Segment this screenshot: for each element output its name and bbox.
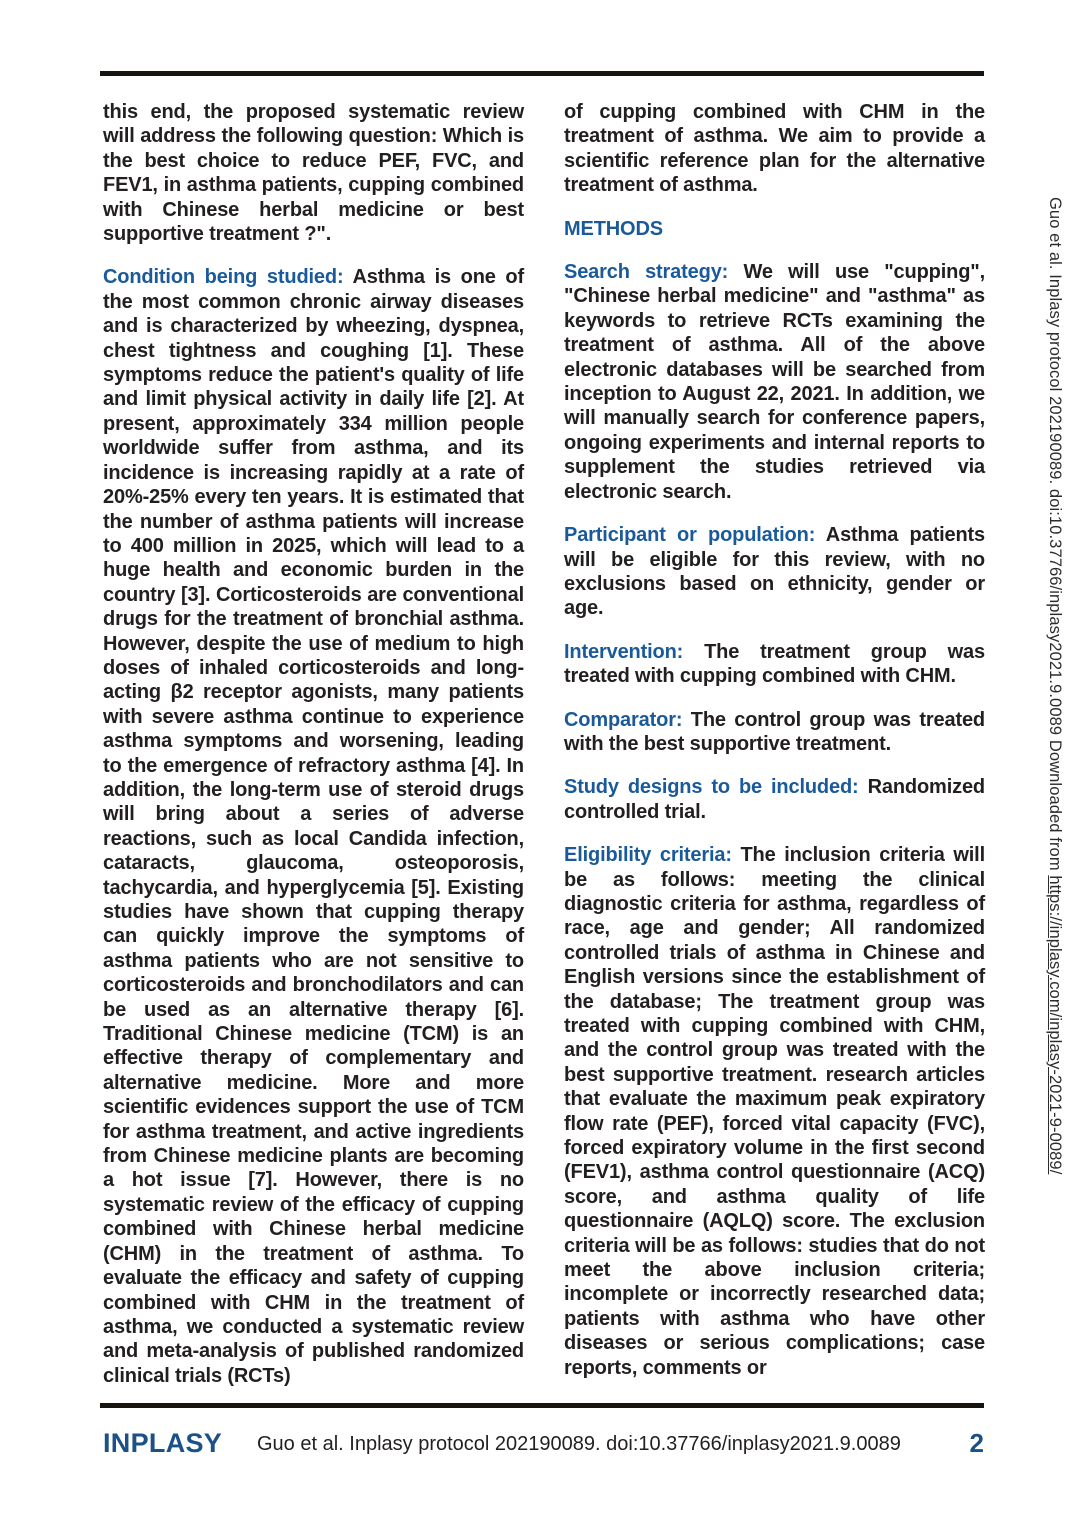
section-label-intervention: Intervention:: [564, 640, 684, 663]
inplasy-logo: INPLASY: [103, 1428, 223, 1458]
section-label-comparator: Comparator:: [564, 708, 683, 731]
paragraph-text: Asthma patients will be eligible for this review, with no exclusions based on ethnicity, gender or age.: [564, 524, 986, 620]
sidebar-link[interactable]: https://inplasy.com/inplasy-2021-9-0089/: [1046, 875, 1064, 1175]
body-paragraph: [564, 640, 985, 689]
sidebar-citation: [1045, 197, 1064, 1174]
paragraph-text: Asthma is one of the most common chronic airway diseases and is characterized by wheezing, dyspnea, chest tightness and coughing [1]. These symptoms reduce the patient's quality of life and limit physical activity in daily life [2]. At present, approximately 334 million people worldwide suffer from asthma, and its incidence is increasing rapidly at a rate of 20%-25% every ten years. It is estimated that the number of asthma patients will increase to 400 million in 2025, which will lead to a huge health and economic burden in the country [3]. Corticosteroids are conventional drugs for the treatment of bronchial asthma. However, despite the use of medium to high doses of inhaled corticosteroids and long-acting β2 receptor agonists, many patients with severe asthma continue to experience asthma symptoms and worsening, leading to the emergence of refractory asthma [4]. In addition, the long-term use of steroid drugs will bring about a series of adverse reactions, such as local Candida infection, cataracts, glaucoma, osteoporosis, tachycardia, and hyperglycemia [5]. Existing studies have shown that cupping therapy can quickly improve the symptoms of asthma patients who are not sensitive to corticosteroids and bronchodilators and can be used as an alternative therapy [6]. Traditional Chinese medicine (TCM) is an effective therapy of complementary and alternative medicine. More and more scientific evidences support the use of TCM for asthma treatment, and active ingredients from Chinese medicine plants are becoming a hot issue [7]. However, there is no systematic review of the efficacy of cupping combined with Chinese herbal medicine (CHM) in the treatment of asthma. To evaluate the efficacy and safety of cupping combined with CHM in the treatment of asthma, we conducted a systematic review and meta-analysis of published randomized clinical trials (RCTs): [103, 266, 525, 1387]
body-paragraph: [103, 265, 524, 1388]
body-paragraph: [103, 100, 524, 246]
paragraph-text: The inclusion criteria will be as follows: meeting the clinical diagnostic criteria for asthma, regardless of race, age and gender; All randomized controlled trials of asthma in Chinese and English versions since the establishment of the database; The treatment group was treated with cupping combined with CHM, and the control group was treated with the best supportive treatment. research articles that evaluate the maximum peak expiratory flow rate (PEF), forced vital capacity (FVC), forced expiratory volume in the first second (FEV1), asthma control questionnaire (ACQ) score, and asthma quality of life questionnaire (AQLQ) score. The exclusion criteria will be as follows: studies that do not meet the above inclusion criteria; incomplete or incorrectly researched data; patients with asthma who have other diseases or serious complications; case reports, comments or: [564, 844, 985, 1379]
body-paragraph: [564, 523, 985, 621]
sidebar-citation-text: Guo et al. Inplasy protocol 202190089. doi:10.37766/inplasy2021.9.0089 Downloaded from: [1046, 197, 1064, 871]
section-label-study-designs: Study designs to be included:: [564, 776, 859, 799]
body-paragraph: [564, 775, 985, 824]
footer-citation: Guo et al. Inplasy protocol 202190089. doi:10.37766/inplasy2021.9.0089: [257, 1433, 901, 1455]
left-column: [103, 100, 524, 1388]
page-number: 2: [969, 1428, 984, 1458]
section-label-condition-being-studied: Condition being studied:: [103, 266, 344, 289]
section-label-participant-or-population: Participant or population:: [564, 524, 816, 547]
body-paragraph: [564, 843, 985, 1380]
methods-section-heading: METHODS: [564, 217, 663, 240]
footer-rule: [100, 1403, 984, 1408]
section-label-search-strategy: Search strategy:: [564, 261, 729, 284]
right-column: [564, 100, 985, 1380]
paragraph-text: of cupping combined with CHM in the treatment of asthma. We aim to provide a scientific reference plan for the alternative treatment of asthma.: [564, 101, 985, 197]
paragraph-text: The treatment group was treated with cupping combined with CHM.: [564, 640, 985, 688]
section-label-eligibility-criteria: Eligibility criteria:: [564, 844, 732, 867]
paragraph-text: We will use "cupping", "Chinese herbal medicine" and "asthma" as keywords to retrieve RCTs examining the treatment of asthma. All of the above electronic databases will be searched from inception to August 22, 2021. In addition, we will manually search for conference papers, ongoing experiments and internal reports to supplement the studies retrieved via electronic search.: [564, 261, 986, 503]
paragraph-text: The control group was treated with the best supportive treatment.: [564, 708, 985, 755]
body-paragraph: [564, 708, 985, 757]
paragraph-text: Randomized controlled trial.: [564, 776, 985, 823]
body-paragraph: [564, 260, 985, 504]
paragraph-text: this end, the proposed systematic review will address the following question: Which is the best choice to reduce PEF, FVC, and FEV1, in asthma patients, cupping combined with Chinese herbal medicine or best supportive treatment ?".: [103, 101, 524, 246]
top-rule: [100, 71, 984, 76]
body-paragraph: [564, 100, 985, 198]
